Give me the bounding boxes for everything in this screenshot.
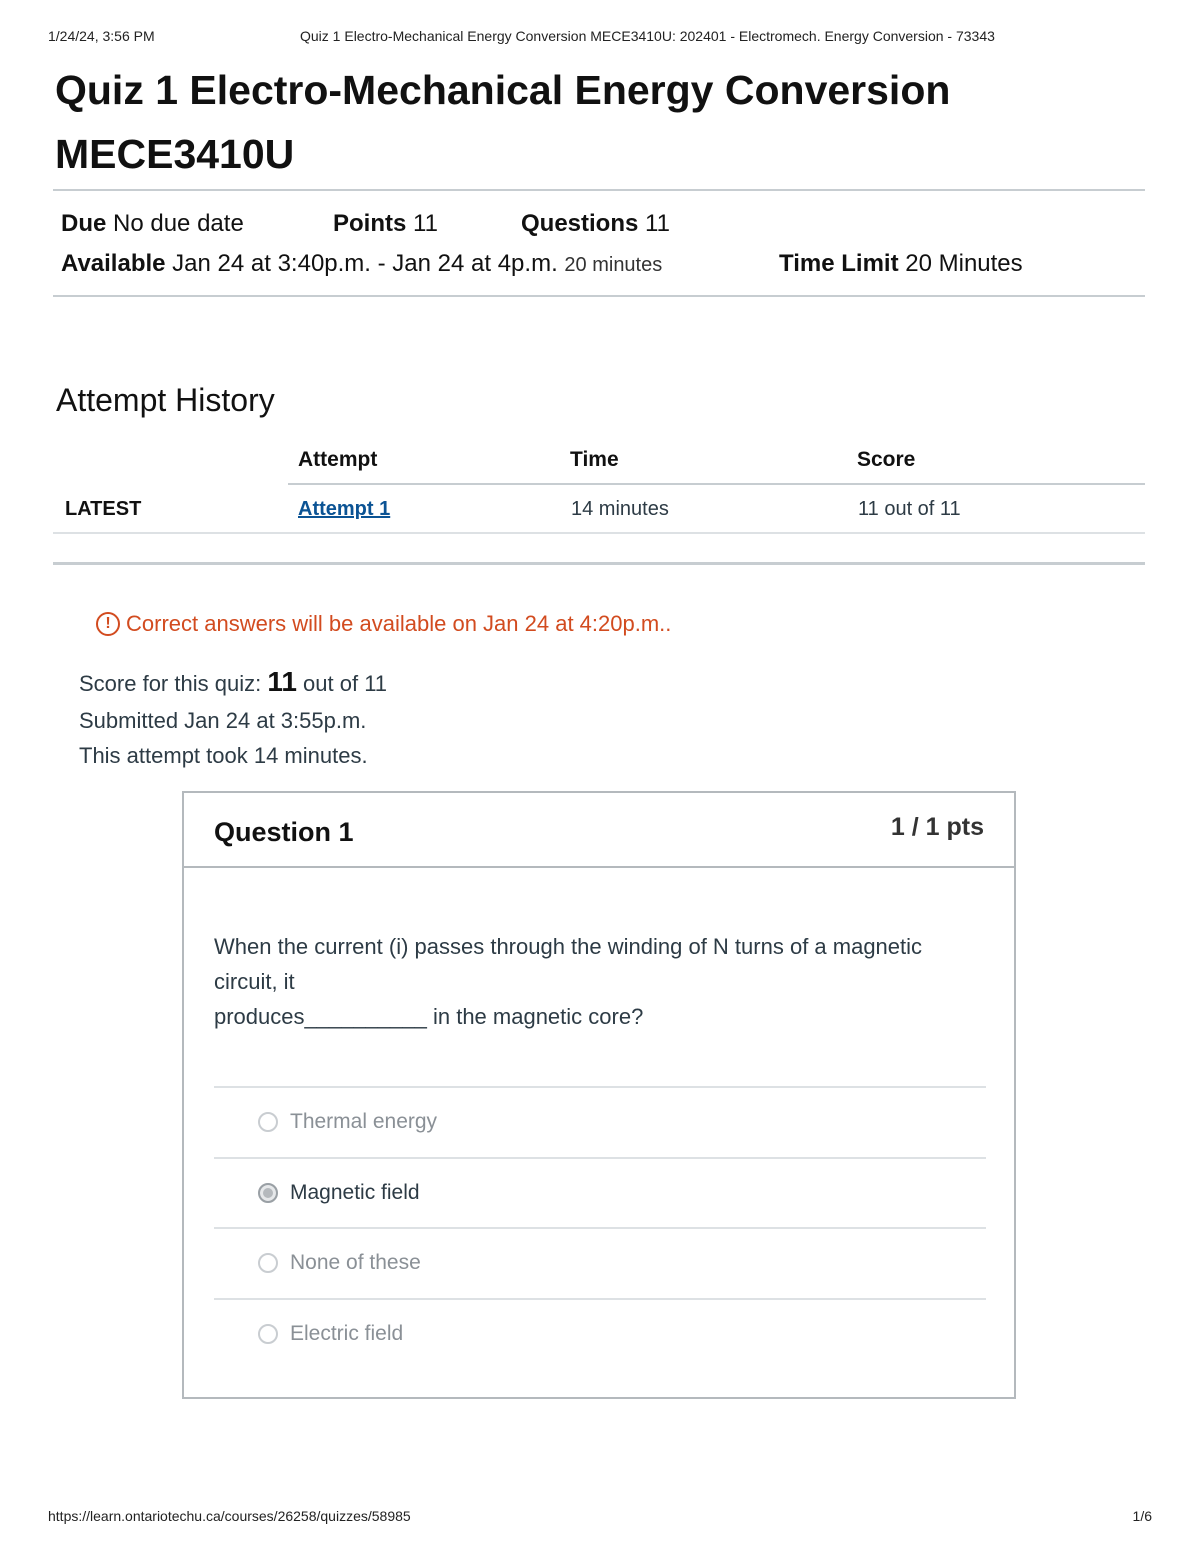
notice-text: Correct answers will be available on Jan 24 at 4:20p.m.. xyxy=(126,611,672,636)
question-text-line3: produces__________ in the magnetic core? xyxy=(214,1004,644,1029)
attempt-time: 14 minutes xyxy=(571,498,669,520)
due-label: Due xyxy=(61,210,107,237)
score-prefix: Score for this quiz: xyxy=(79,671,262,696)
time-limit-label: Time Limit xyxy=(779,250,899,277)
question-title: Question 1 xyxy=(214,817,354,847)
quiz-meta-row-1 xyxy=(61,210,1141,240)
question-text-line1: When the current (i) passes through the winding of N turns of a magnetic xyxy=(214,934,923,959)
question-card xyxy=(182,791,1016,1399)
question-text xyxy=(214,929,984,1034)
attempt-history-title: Attempt History xyxy=(56,382,275,418)
exclamation-circle-icon: ! xyxy=(96,612,120,636)
column-header-time: Time xyxy=(570,448,619,471)
answer-label: None of these xyxy=(290,1251,421,1274)
available-duration: 20 minutes xyxy=(564,254,663,276)
column-header-attempt: Attempt xyxy=(298,448,378,471)
answer-label: Electric field xyxy=(290,1322,404,1345)
quiz-meta-row-2 xyxy=(61,250,1141,280)
due-value: No due date xyxy=(113,210,244,237)
radio-button[interactable] xyxy=(258,1324,278,1344)
available-info xyxy=(61,250,662,278)
print-footer xyxy=(48,1508,1152,1524)
table-header-divider xyxy=(288,483,1145,485)
points-info xyxy=(333,210,438,238)
divider xyxy=(53,562,1145,565)
question-text-line2: circuit, it xyxy=(214,969,295,994)
print-header xyxy=(48,28,1152,48)
print-document-title: Quiz 1 Electro-Mechanical Energy Conversion MECE3410U: 202401 - Electromech. Energy Conversion - 73343 xyxy=(300,28,995,44)
answer-option-selected[interactable] xyxy=(214,1157,986,1227)
attempt-score: 11 out of 11 xyxy=(858,498,961,520)
print-date: 1/24/24, 3:56 PM xyxy=(48,28,155,44)
page-title-line1: Quiz 1 Electro-Mechanical Energy Conversion xyxy=(55,67,951,113)
answer-option[interactable] xyxy=(214,1298,986,1368)
available-value: Jan 24 at 3:40p.m. - Jan 24 at 4p.m. xyxy=(172,250,558,277)
available-label: Available xyxy=(61,250,166,277)
due-info xyxy=(61,210,244,238)
score-suffix: out of 11 xyxy=(303,671,388,696)
answer-label: Magnetic field xyxy=(290,1181,420,1204)
latest-tag: LATEST xyxy=(65,498,142,520)
table-row-divider xyxy=(53,532,1145,534)
divider xyxy=(53,189,1145,191)
page-title xyxy=(55,58,1055,186)
radio-button[interactable] xyxy=(258,1253,278,1273)
time-limit-info xyxy=(779,250,1023,278)
points-value: 11 xyxy=(413,210,438,237)
submitted-time: Submitted Jan 24 at 3:55p.m. xyxy=(79,708,367,733)
score-value: 11 xyxy=(267,666,297,697)
points-label: Points xyxy=(333,210,407,237)
attempt-duration: This attempt took 14 minutes. xyxy=(79,743,368,768)
column-header-score: Score xyxy=(857,448,916,471)
attempt-link[interactable]: Attempt 1 xyxy=(298,498,391,520)
quiz-score xyxy=(79,666,387,698)
divider xyxy=(53,295,1145,297)
answer-label: Thermal energy xyxy=(290,1110,438,1133)
radio-button[interactable] xyxy=(258,1112,278,1132)
question-points: 1 / 1 pts xyxy=(890,813,984,841)
page-number: 1/6 xyxy=(1132,1508,1152,1524)
radio-button-selected[interactable] xyxy=(258,1183,278,1203)
time-limit-value: 20 Minutes xyxy=(905,250,1023,277)
questions-value: 11 xyxy=(645,210,670,237)
print-url: https://learn.ontariotechu.ca/courses/26258/quizzes/58985 xyxy=(48,1508,411,1524)
answer-option[interactable] xyxy=(214,1227,986,1297)
correct-answers-notice xyxy=(96,611,671,637)
questions-label: Questions xyxy=(521,210,639,237)
question-header xyxy=(184,793,1014,868)
questions-info xyxy=(521,210,670,238)
page-title-line2: MECE3410U xyxy=(55,131,295,177)
answer-option[interactable] xyxy=(214,1086,986,1156)
